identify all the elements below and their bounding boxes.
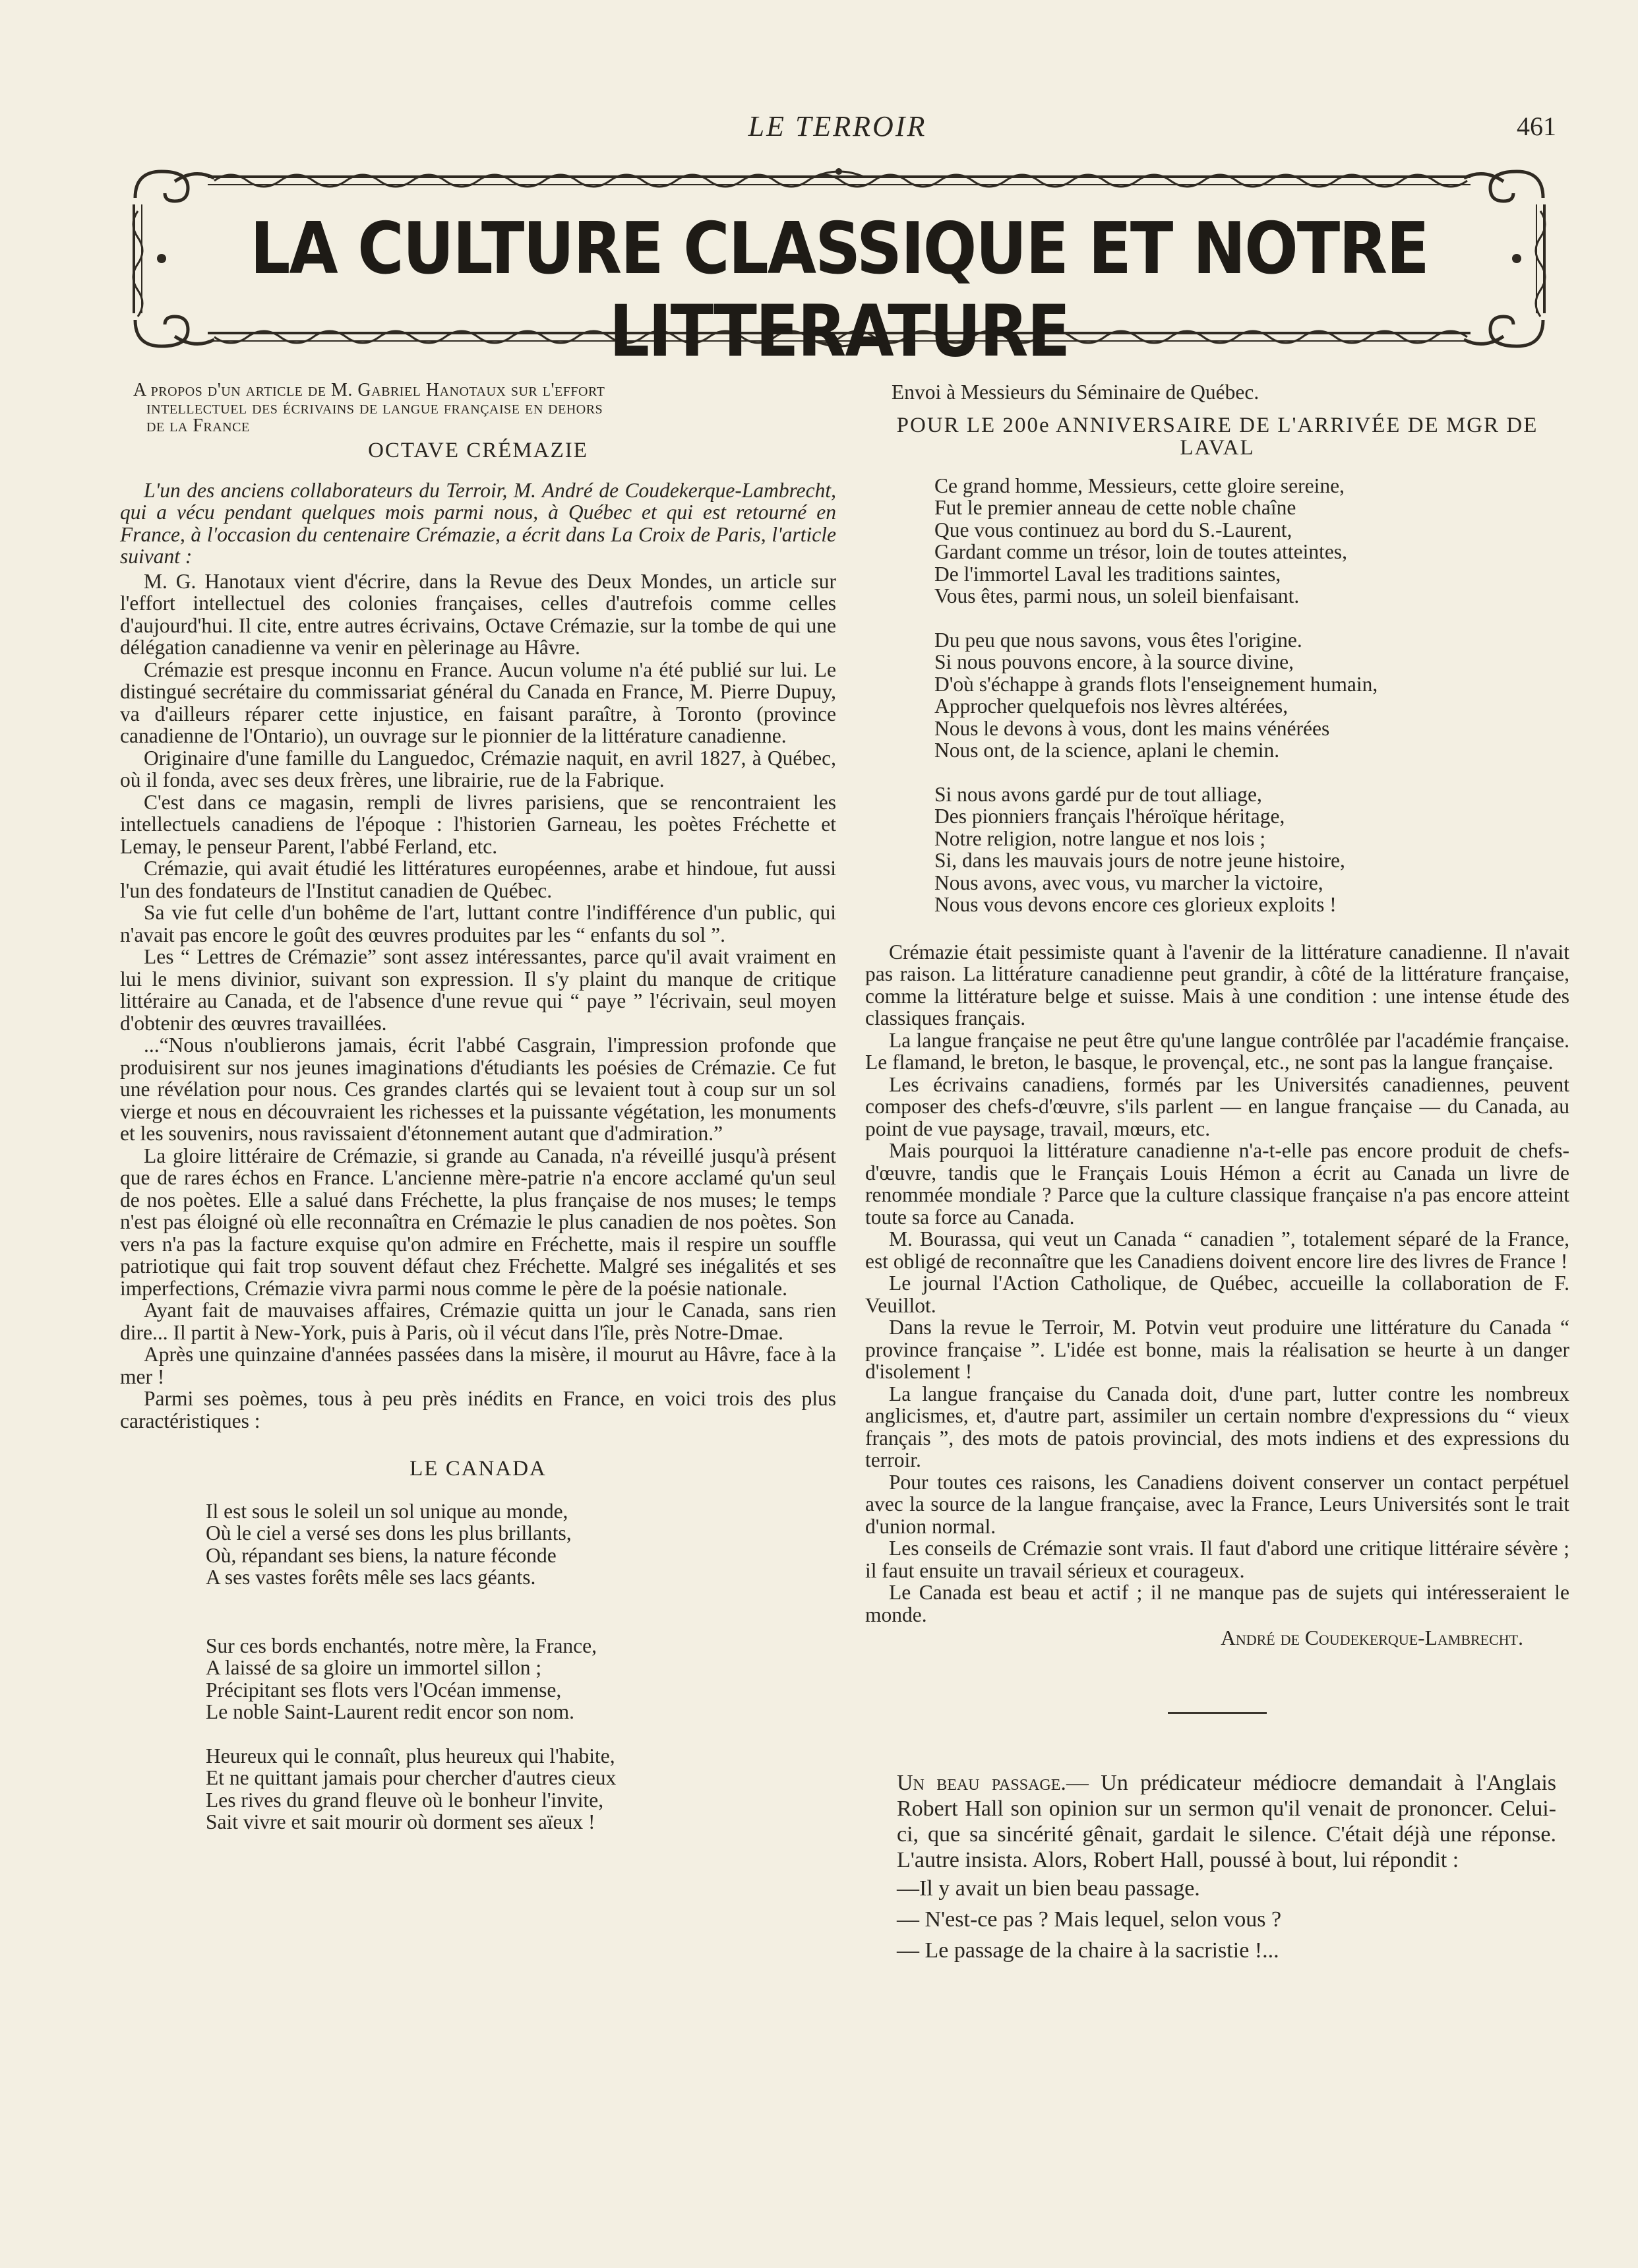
poem-line: Nous ont, de la science, aplani le chemin.	[934, 739, 1280, 762]
paragraph: M. G. Hanotaux vient d'écrire, dans la Revue des Deux Mondes, un article sur l'effort intellectuel des colonies françaises, celles d'autrefois comme celles d'aujourd'hui. Il cite, entre autres écrivains, Octave Crémazie, sur la tombe de qui une délégation canadienne va venir en pèlerinage au Hâvre.	[120, 569, 836, 659]
running-head	[119, 106, 1556, 145]
author-signature: André de Coudekerque-Lambrecht.	[1221, 1626, 1523, 1649]
poem-line: A laissé de sa gloire un immortel sillon ;	[206, 1656, 542, 1679]
anecdote-text: — Un prédicateur médiocre demandait à l'Anglais Robert Hall son opinion sur un sermon qu'il venait de prononcer. Celui-ci, que sa sincérité gênait, gardait le silence. C'était déjà une réponse. L'autre insista. Alors, Robert Hall, poussé à bout, lui répondit :	[897, 1770, 1557, 1872]
right-column	[865, 381, 1569, 1966]
paragraph: Après une quinzaine d'années passées dans la misère, il mourut au Hâvre, face à la mer !	[120, 1343, 836, 1388]
title-banner	[129, 165, 1550, 373]
subtitle-line-3: de la France	[146, 415, 250, 436]
poem-line: Nous vous devons encore ces glorieux exploits !	[934, 893, 1337, 916]
poem-stanza	[934, 783, 1569, 916]
poem-stanza	[206, 1745, 836, 1833]
paragraph: Sa vie fut celle d'un bohême de l'art, luttant contre l'indifférence d'un public, qui n'avait pas encore le goût des œuvres produites par les “ enfants du sol ”.	[120, 901, 836, 946]
poem-stanza	[206, 1635, 836, 1723]
anecdote-lead: Un beau passage.	[897, 1770, 1066, 1795]
poem-line: Sait vivre et sait mourir où dorment ses aïeux !	[206, 1810, 595, 1833]
paragraph: Crémazie est presque inconnu en France. Aucun volume n'a été publié sur lui. Le distingué secrétaire du commissariat général du Canada en France, M. Pierre Dupuy, va d'ailleurs réparer cette injustice, en faisant paraître, à Toronto (province canadienne de l'Ontario), un ouvrage sur le pionnier de la littérature canadienne.	[120, 658, 836, 747]
poem-line: Vous êtes, parmi nous, un soleil bienfaisant.	[934, 584, 1300, 607]
poem-title-laval: POUR LE 200e ANNIVERSAIRE DE L'ARRIVÉE DE MGR DE LAVAL	[896, 413, 1538, 460]
poem-line: Ce grand homme, Messieurs, cette gloire sereine,	[934, 474, 1345, 497]
running-title: LE TERROIR	[748, 110, 927, 142]
paragraph: Le Canada est beau et actif ; il ne manque pas de sujets qui intéresseraient le monde.	[865, 1581, 1569, 1626]
poem-line: Il est sous le soleil un sol unique au monde,	[206, 1499, 568, 1523]
poem-line: Approcher quelquefois nos lèvres altérées,	[934, 694, 1289, 718]
poem-line: Précipitant ses flots vers l'Océan immense,	[206, 1678, 562, 1701]
poem-line: Où, répandant ses biens, la nature féconde	[206, 1543, 557, 1567]
poem-line: A ses vastes forêts mêle ses lacs géants.	[206, 1566, 536, 1589]
poem-line: Du peu que nous savons, vous êtes l'origine.	[934, 628, 1302, 652]
poem-stanza	[934, 475, 1569, 607]
poem-line: Si nous pouvons encore, à la source divine,	[934, 650, 1294, 673]
poem-laval	[865, 475, 1569, 916]
anecdote	[865, 1770, 1569, 1873]
poem-line: Des pionniers français l'héroïque héritage,	[934, 805, 1285, 828]
dialog-line: — Le passage de la chaire à la sacristie !...	[897, 1938, 1279, 1963]
paragraph: Mais pourquoi la littérature canadienne n'a-t-elle pas encore produit de chefs-d'œuvre, tandis que le Français Louis Hémon a écrit au Canada un livre de renommée mondiale ? Parce que la culture classique française n'a pas encore atteint toute sa force au Canada.	[865, 1139, 1569, 1229]
paragraph: Crémazie, qui avait étudié les littératures européennes, arabe et hindoue, fut aussi l'un des fondateurs de l'Institut canadien de Québec.	[120, 857, 836, 902]
section-divider	[1168, 1712, 1267, 1714]
poem-line: D'où s'échappe à grands flots l'enseignement humain,	[934, 672, 1378, 696]
left-column	[120, 381, 836, 1855]
section-heading-cremazie: OCTAVE CRÉMAZIE	[368, 439, 588, 462]
poem-line: Heureux qui le connaît, plus heureux qui l'habite,	[206, 1744, 615, 1767]
subtitle-line-1: A propos d'un article de M. Gabriel Hanotaux sur l'effort	[133, 380, 605, 400]
paragraph: Les conseils de Crémazie sont vrais. Il faut d'abord une critique littéraire sévère ; il faut ensuite un travail sérieux et courageux.	[865, 1537, 1569, 1582]
poem-le-canada	[120, 1500, 836, 1833]
paragraph: La gloire littéraire de Crémazie, si grande au Canada, n'a réveillé jusqu'à présent que de rares échos en France. L'ancienne mère-patrie n'a encore acclamé qu'un seul de nos poètes. Elle a salué dans Fréchette, la plus française de nos muses; le temps n'est pas éloigné où elle reconnaîtra en Crémazie le plus canadien de nos poètes. Son vers n'a pas la facture exquise qu'on admire en Fréchette, mais il respire un souffle patriotique qui fait trop souvent défaut chez Fréchette. Malgré ses inégalités et ses imperfections, Crémazie vivra parmi nous comme le père de la poésie nationale.	[120, 1144, 836, 1300]
paragraph: La langue française ne peut être qu'une langue contrôlée par l'académie française. Le flamand, le breton, le basque, le provençal, etc., ne sont pas la langue française.	[865, 1028, 1569, 1074]
poem-line: Que vous continuez au bord du S.-Laurent,	[934, 518, 1292, 541]
article-title: LA CULTURE CLASSIQUE ET NOTRE LITTERATURE	[250, 207, 1428, 373]
poem-dedication: Envoi à Messieurs du Séminaire de Québec.	[892, 381, 1259, 404]
paragraph: ...“Nous n'oublierons jamais, écrit l'abbé Casgrain, l'impression profonde que produisirent sur nos jeunes imaginations d'étudiants les poésies de Crémazie. Ce fut une révélation pour nous. Ces grandes clartés qui se levaient tout à coup sur un sol vierge et nous en découvraient les richesses et la puissante végétation, les monuments et les souvenirs, nous ravissaient d'étonnement autant que d'admiration.”	[120, 1033, 836, 1145]
poem-line: Notre religion, notre langue et nos lois ;	[934, 826, 1266, 850]
page-number: 461	[1517, 111, 1556, 141]
poem-line: Sur ces bords enchantés, notre mère, la France,	[206, 1634, 597, 1657]
poem-stanza	[934, 629, 1569, 762]
paragraph: La langue française du Canada doit, d'une part, lutter contre les nombreux anglicismes, et, d'autre part, assimiler un certain nombre d'expressions du “ vieux français ”, des mots de patois provincial, des mots indiens et des expressions du terroir.	[865, 1382, 1569, 1471]
dialog-line: — N'est-ce pas ? Mais lequel, selon vous ?	[897, 1907, 1282, 1932]
paragraph: Crémazie était pessimiste quant à l'avenir de la littérature canadienne. Il n'avait pas raison. La littérature canadienne peut grandir, à côté de la littérature française, comme la littérature belge et suisse. Mais à une condition : une intense étude des classiques français.	[865, 940, 1569, 1029]
poem-line: Et ne quittant jamais pour chercher d'autres cieux	[206, 1766, 617, 1789]
paragraph: Ayant fait de mauvaises affaires, Crémazie quitta un jour le Canada, sans rien dire... Il partit à New-York, puis à Paris, où il vécut dans l'île, près Notre-Dmae.	[120, 1299, 836, 1344]
subtitle-line-2: intellectuel des écrivains de langue française en dehors	[146, 398, 603, 418]
poem-line: Où le ciel a versé ses dons les plus brillants,	[206, 1521, 572, 1545]
editorial-intro: L'un des anciens collaborateurs du Terroir, M. André de Coudekerque-Lambrecht, qui a vécu pendant quelques mois parmi nous, à Québec et qui est retourné en France, à l'occasion du centenaire Crémazie, a écrit dans La Croix de Paris, l'article suivant :	[120, 478, 836, 568]
paragraph: Originaire d'une famille du Languedoc, Crémazie naquit, en avril 1827, à Québec, où il fonda, avec ses deux frères, une librairie, rue de la Fabrique.	[120, 746, 836, 791]
poem-line: Le noble Saint-Laurent redit encor son nom.	[206, 1700, 574, 1723]
paragraph: Pour toutes ces raisons, les Canadiens doivent conserver un contact perpétuel avec la source de la langue française, avec la France, Leurs Universités sont le trait d'union normal.	[865, 1470, 1569, 1538]
poem-title-le-canada: LE CANADA	[410, 1457, 547, 1481]
paragraph: Les “ Lettres de Crémazie” sont assez intéressantes, parce qu'il avait vraiment en lui le mens divinior, suivant son expression. Il s'y plaint du manque de critique littéraire au Canada, et de l'absence d'une revue qui “ paye ” l'écrivain, seul moyen d'obtenir des œuvres travaillées.	[120, 945, 836, 1035]
article-subtitle	[120, 381, 836, 435]
paragraph: Parmi ses poèmes, tous à peu près inédits en France, en voici trois des plus caractéristiques :	[120, 1387, 836, 1432]
poem-line: De l'immortel Laval les traditions saintes,	[934, 562, 1281, 586]
paragraph: M. Bourassa, qui veut un Canada “ canadien ”, totalement séparé de la France, est obligé de reconnaître que les Canadiens doivent encore lire des livres de France !	[865, 1227, 1569, 1273]
dialog-line: —Il y avait un bien beau passage.	[897, 1876, 1200, 1901]
poem-stanza	[206, 1500, 836, 1589]
paragraph: Les écrivains canadiens, formés par les Universités canadiennes, peuvent composer des chefs-d'œuvre, s'ils parlent — en langue française — du Canada, au point de vue paysage, travail, mœurs, etc.	[865, 1072, 1569, 1140]
poem-line: Les rives du grand fleuve où le bonheur l'invite,	[206, 1788, 604, 1812]
poem-line: Si, dans les mauvais jours de notre jeune histoire,	[934, 849, 1345, 872]
poem-line: Fut le premier anneau de cette noble chaîne	[934, 496, 1296, 519]
poem-line: Nous le devons à vous, dont les mains vénérées	[934, 716, 1330, 740]
paragraph: Le journal l'Action Catholique, de Québec, accueille la collaboration de F. Veuillot.	[865, 1272, 1569, 1317]
poem-line: Nous avons, avec vous, vu marcher la victoire,	[934, 871, 1323, 894]
paragraph: Dans la revue le Terroir, M. Potvin veut produire une littérature du Canada “ province française ”. L'idée est bonne, mais la réalisation se heurte à un danger d'isolement !	[865, 1316, 1569, 1383]
poem-line: Si nous avons gardé pur de tout alliage,	[934, 782, 1262, 806]
poem-line: Gardant comme un trésor, loin de toutes atteintes,	[934, 540, 1347, 563]
paragraph: C'est dans ce magasin, rempli de livres parisiens, que se rencontraient les intellectuels canadiens de l'époque : l'historien Garneau, les poètes Fréchette et Lemay, le penseur Parent, l'abbé Ferland, etc.	[120, 790, 836, 858]
